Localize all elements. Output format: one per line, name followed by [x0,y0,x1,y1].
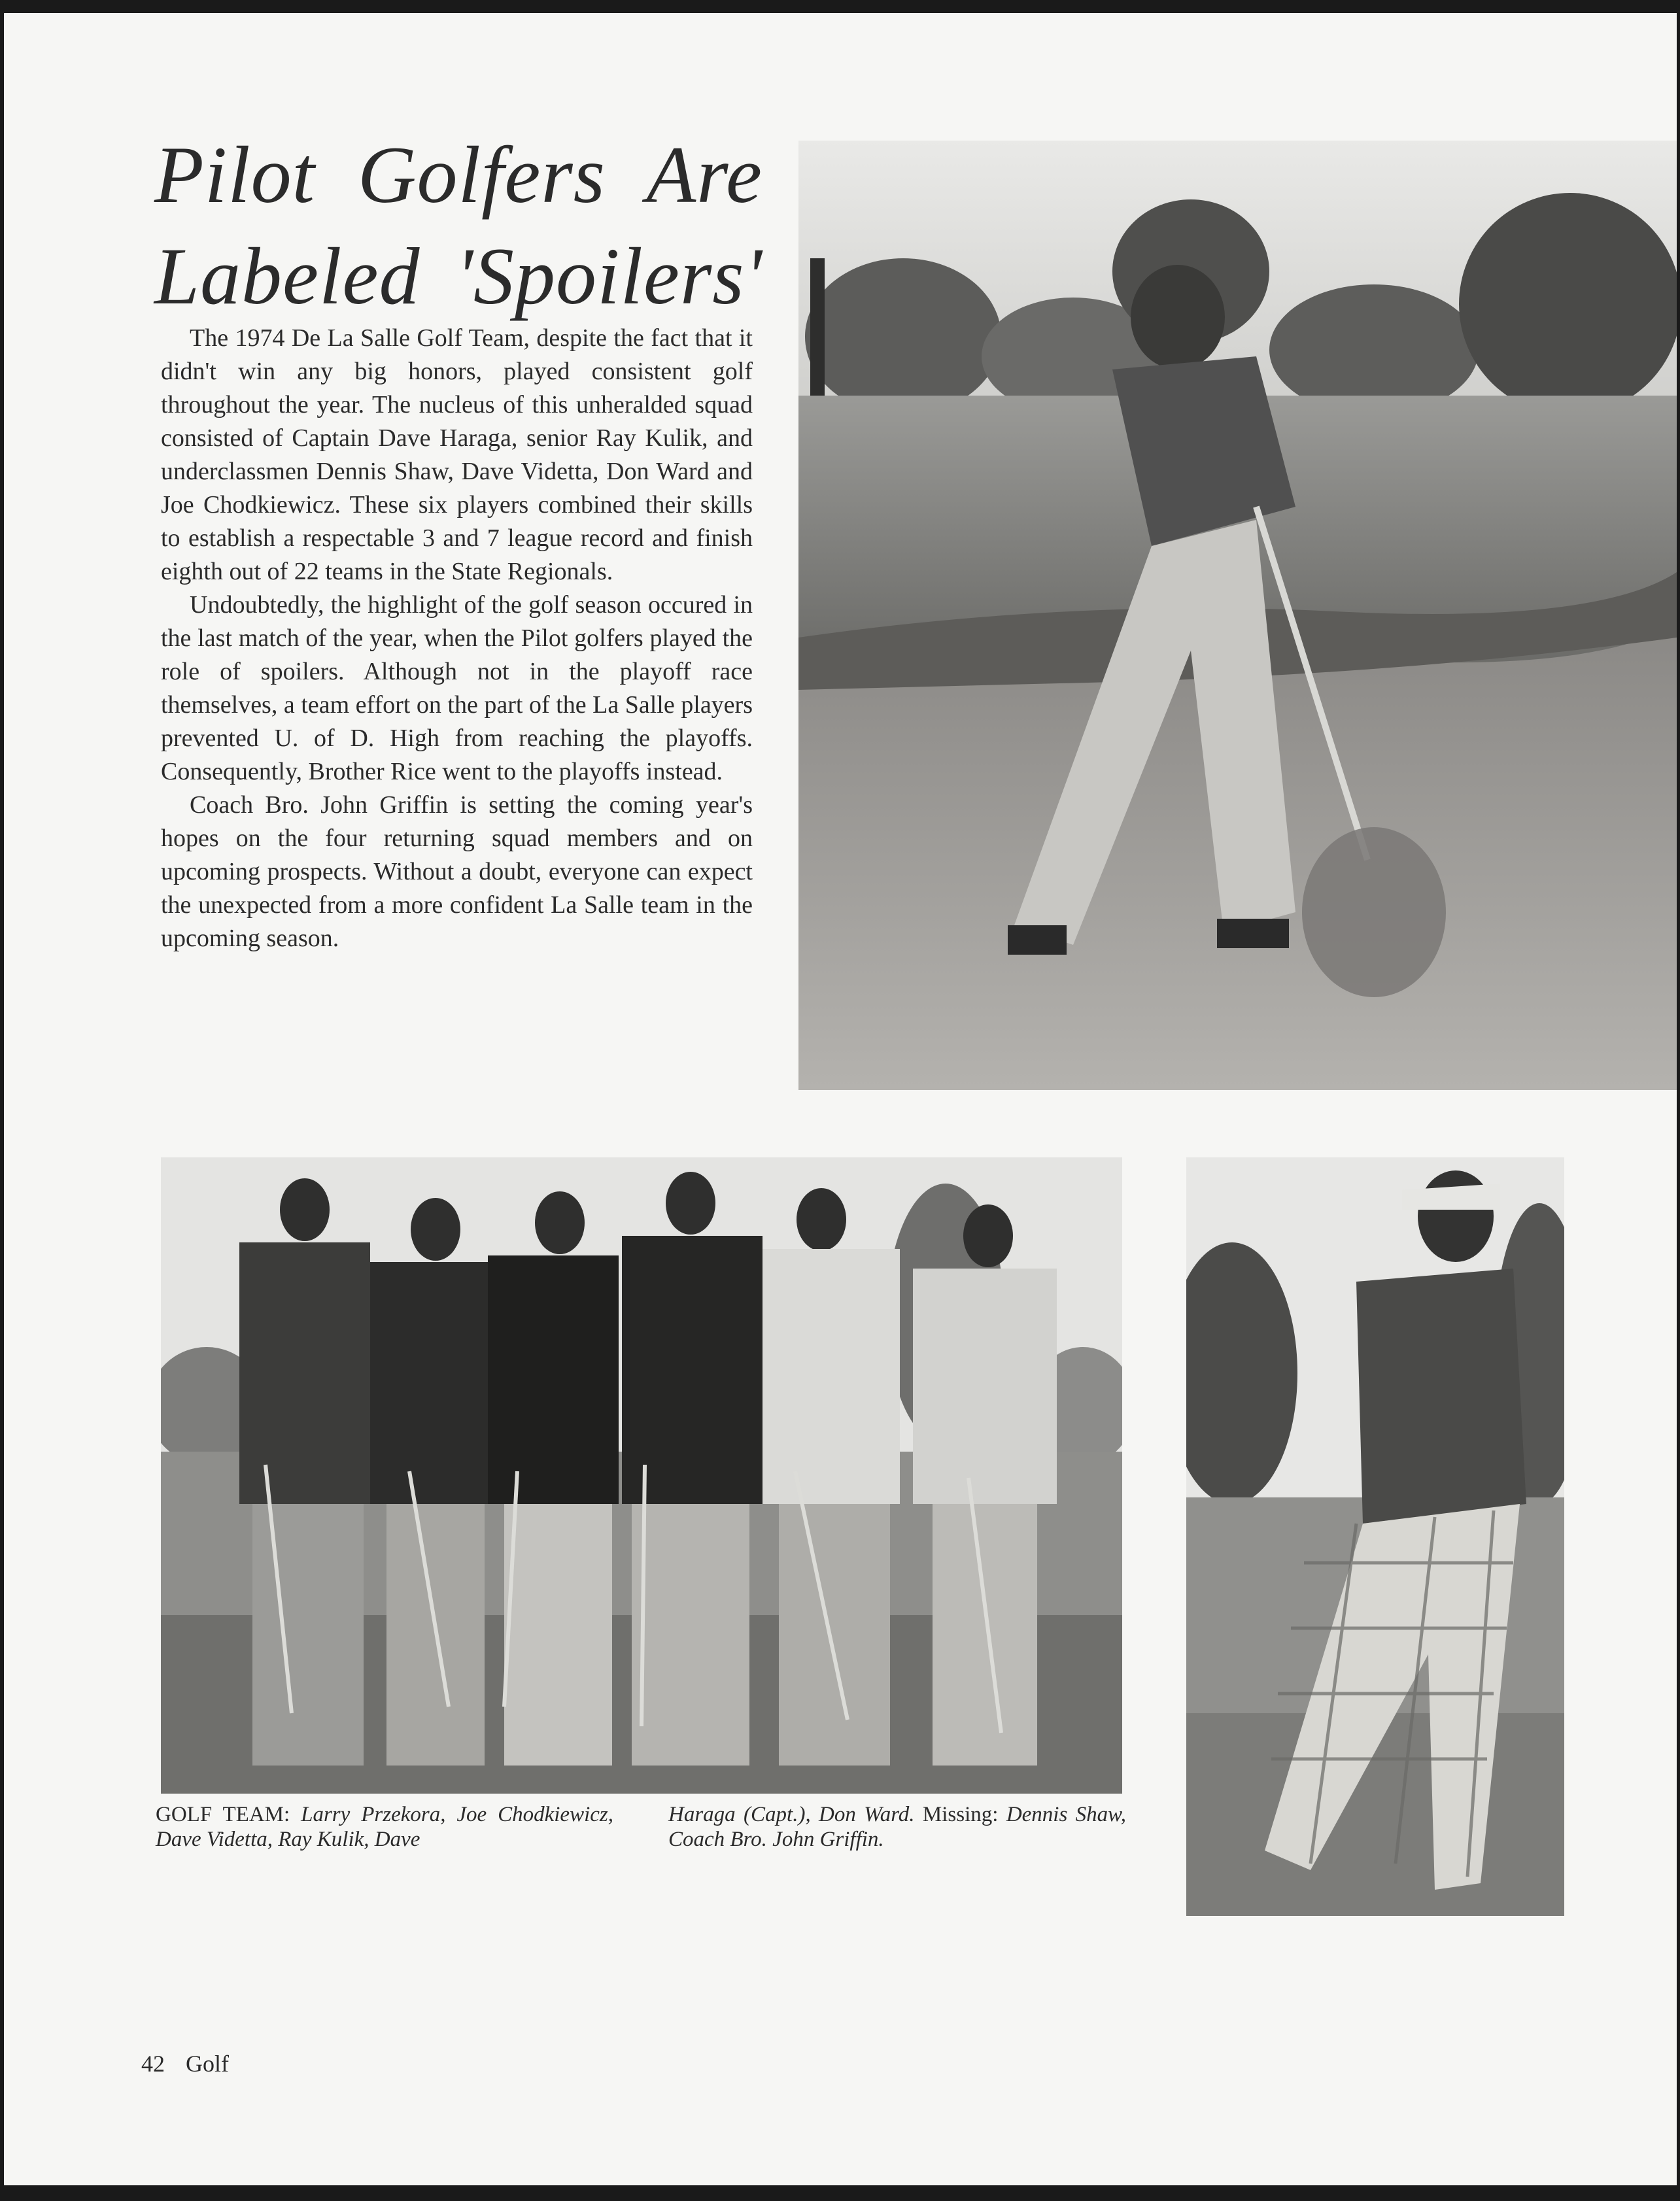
caption-missing-label: Missing: [922,1803,999,1826]
sand-trap-swing-photo [798,141,1677,1090]
caption-names-2b: Dennis Shaw, Coach Bro. John Griffin. [668,1803,1126,1851]
page-number: 42 [141,2051,165,2077]
caption-names-2a: Haraga (Capt.), Don Ward. [668,1803,915,1826]
caption-column-2 [668,1802,1126,1852]
section-name: Golf [186,2051,229,2077]
title-line-2: Labeled 'Spoilers' [154,231,763,321]
caption-lead: GOLF TEAM: [156,1803,290,1826]
follow-through-photo [1186,1157,1564,1916]
article-title [154,124,763,327]
page-footer [141,2050,250,2077]
paragraph-1: The 1974 De La Salle Golf Team, despite the fact that it didn't win any big honors, played consistent golf throughout the year. The nucleus of this unheralded squad consisted of Captain Dave Haraga, senior Ray Kulik, and underclassmen Dennis Shaw, Dave Videtta, Don Ward and Joe Chodkiewicz. These six players combined their skills to establish a respectable 3 and 7 league record and finish eighth out of 22 teams in the State Regionals. [161,324,753,585]
paragraph-2: Undoubtedly, the highlight of the golf season occured in the last match of the year, when the Pilot golfers played the role of spoilers. Although not in the playoff race themselves, a team effort on the part of the La Salle players prevented U. of D. High from reaching the playoffs. Consequently, Brother Rice went to the playoffs instead. [161,591,753,785]
title-line-1: Pilot Golfers Are [154,130,763,220]
team-portrait-photo [161,1157,1122,1794]
caption-names-1: Larry Przekora, Joe Chodkiewicz, Dave Videtta, Ray Kulik, Dave [156,1803,613,1851]
caption-column-1 [156,1802,613,1852]
paragraph-3: Coach Bro. John Griffin is setting the coming year's hopes on the four returning squad members and on upcoming prospects. Without a doubt, everyone can expect the unexpected from a more confident La Salle team in the upcoming season. [161,791,753,952]
yearbook-page [4,13,1677,2185]
article-body [161,322,753,955]
